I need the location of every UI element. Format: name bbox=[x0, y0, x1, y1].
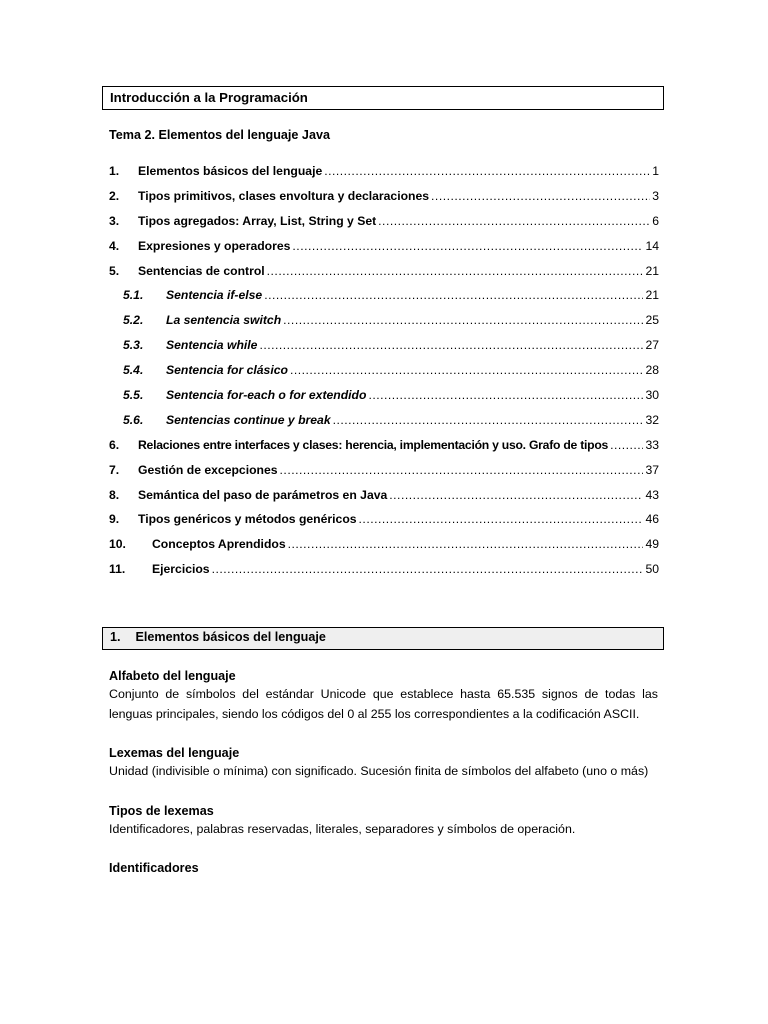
toc-entry-page: 50 bbox=[645, 562, 659, 577]
paragraph-lexemas: Unidad (indivisible o mínima) con significado. Sucesión finita de símbolos del alfabeto (uno o más) bbox=[109, 764, 649, 778]
toc-leader-dots bbox=[431, 189, 650, 203]
toc-entry-page: 6 bbox=[652, 213, 659, 228]
toc-entry-5-1[interactable] bbox=[109, 288, 659, 313]
toc-leader-dots bbox=[259, 338, 643, 352]
toc-entry-5-4[interactable] bbox=[109, 363, 659, 388]
toc-entry-label: Conceptos Aprendidos bbox=[152, 537, 286, 552]
toc-leader-dots bbox=[267, 264, 644, 278]
paragraph-alfabeto: Conjunto de símbolos del estándar Unicode que establece hasta 65.535 signos de todas las lenguas principales, siendo los códigos del 0 al 255 los correspondientes a la codificación ASCII. bbox=[109, 687, 658, 721]
heading-lexemas: Lexemas del lenguaje bbox=[109, 746, 240, 760]
toc-entry-number: 7. bbox=[109, 462, 120, 477]
toc-leader-dots bbox=[290, 363, 644, 377]
toc-entry-number: 5. bbox=[109, 263, 120, 278]
toc-entry-label: Tipos agregados: Array, List, String y Set bbox=[138, 213, 377, 228]
toc-leader-dots bbox=[378, 214, 650, 228]
toc-entry-label: Expresiones y operadores bbox=[138, 238, 291, 253]
toc-leader-dots bbox=[280, 463, 644, 477]
toc-entry-page: 21 bbox=[645, 263, 659, 278]
toc-entry-3[interactable] bbox=[109, 214, 659, 239]
toc-entry-label: Tipos primitivos, clases envoltura y declaraciones bbox=[138, 188, 430, 203]
toc-entry-label: Sentencia for-each o for extendido bbox=[166, 388, 367, 403]
toc-entry-5[interactable] bbox=[109, 264, 659, 289]
document-title: Introducción a la Programación bbox=[110, 90, 308, 105]
toc-entry-5-6[interactable] bbox=[109, 413, 659, 438]
toc-entry-page: 3 bbox=[652, 188, 659, 203]
toc-entry-number: 6. bbox=[109, 437, 120, 452]
toc-entry-page: 33 bbox=[645, 437, 659, 452]
toc-leader-dots bbox=[333, 413, 644, 427]
section-1-heading-box bbox=[102, 627, 664, 650]
toc-entry-5-2[interactable] bbox=[109, 313, 659, 338]
toc-entry-number: 1. bbox=[109, 164, 120, 178]
toc-leader-dots bbox=[389, 488, 643, 502]
heading-tipos-lexemas: Tipos de lexemas bbox=[109, 803, 214, 818]
section-1-content bbox=[109, 667, 658, 877]
toc-entry-label: Semántica del paso de parámetros en Java bbox=[138, 487, 388, 502]
toc-entry-label: Sentencia if-else bbox=[166, 288, 263, 303]
toc-entry-7[interactable] bbox=[109, 463, 659, 488]
toc-entry-page: 14 bbox=[645, 238, 659, 253]
toc-entry-page: 43 bbox=[645, 487, 659, 502]
toc-entry-number: 3. bbox=[109, 213, 120, 228]
toc-entry-label: Sentencias de control bbox=[138, 263, 265, 278]
toc-leader-dots bbox=[359, 512, 644, 526]
toc-entry-1[interactable] bbox=[109, 164, 659, 189]
heading-identificadores: Identificadores bbox=[109, 861, 199, 875]
toc-entry-page: 30 bbox=[645, 388, 659, 403]
section-1-number: 1. bbox=[110, 630, 121, 644]
toc-entry-number: 4. bbox=[109, 238, 120, 253]
toc-entry-9[interactable] bbox=[109, 512, 659, 537]
toc-entry-number: 5.2. bbox=[123, 313, 144, 328]
toc-entry-5-3[interactable] bbox=[109, 338, 659, 363]
toc-entry-number: 5.3. bbox=[123, 338, 144, 353]
toc-entry-number: 2. bbox=[109, 188, 120, 203]
toc-entry-page: 37 bbox=[645, 462, 659, 477]
toc-entry-label: Gestión de excepciones bbox=[138, 462, 278, 477]
toc-entry-page: 27 bbox=[645, 338, 659, 353]
toc-entry-label: Relaciones entre interfaces y clases: herencia, implementación y uso. Grafo de tipos bbox=[138, 437, 609, 452]
heading-alfabeto: Alfabeto del lenguaje bbox=[109, 669, 236, 683]
toc-entry-number: 9. bbox=[109, 512, 120, 527]
toc-entry-label: Sentencia for clásico bbox=[166, 363, 288, 378]
toc-entry-page: 1 bbox=[652, 164, 659, 178]
table-of-contents bbox=[109, 164, 659, 587]
toc-entry-label: Sentencia while bbox=[166, 338, 258, 353]
toc-entry-page: 46 bbox=[645, 512, 659, 527]
toc-leader-dots bbox=[288, 537, 644, 551]
toc-entry-label: Sentencias continue y break bbox=[166, 412, 331, 427]
toc-entry-number: 5.6. bbox=[123, 412, 144, 427]
toc-entry-10[interactable] bbox=[109, 537, 659, 562]
toc-entry-number: 5.4. bbox=[123, 363, 144, 378]
toc-entry-number: 11. bbox=[109, 562, 126, 577]
toc-entry-5-5[interactable] bbox=[109, 388, 659, 413]
toc-entry-11[interactable] bbox=[109, 562, 659, 587]
toc-leader-dots bbox=[368, 388, 643, 402]
toc-entry-label: Tipos genéricos y métodos genéricos bbox=[138, 512, 357, 527]
toc-entry-page: 32 bbox=[645, 412, 659, 427]
toc-leader-dots bbox=[283, 313, 643, 327]
toc-entry-page: 49 bbox=[645, 537, 659, 552]
toc-leader-dots bbox=[212, 562, 644, 576]
document-subtitle: Tema 2. Elementos del lenguaje Java bbox=[109, 128, 330, 142]
toc-entry-number: 5.5. bbox=[123, 388, 144, 403]
toc-entry-page: 28 bbox=[645, 363, 659, 378]
toc-entry-page: 25 bbox=[645, 313, 659, 328]
toc-leader-dots bbox=[264, 288, 643, 302]
toc-entry-number: 5.1. bbox=[123, 288, 144, 303]
toc-entry-6[interactable] bbox=[109, 438, 659, 463]
toc-leader-dots bbox=[292, 239, 643, 253]
toc-entry-2[interactable] bbox=[109, 189, 659, 214]
toc-entry-4[interactable] bbox=[109, 239, 659, 264]
toc-entry-8[interactable] bbox=[109, 488, 659, 513]
section-1-title: Elementos básicos del lenguaje bbox=[135, 630, 326, 644]
toc-entry-number: 10. bbox=[109, 537, 126, 552]
toc-entry-number: 8. bbox=[109, 487, 120, 502]
paragraph-tipos-lexemas: Identificadores, palabras reservadas, literales, separadores y símbolos de operación. bbox=[109, 821, 576, 836]
toc-entry-page: 21 bbox=[645, 288, 659, 303]
toc-leader-dots bbox=[324, 164, 650, 178]
toc-entry-label: La sentencia switch bbox=[166, 313, 282, 328]
toc-entry-label: Ejercicios bbox=[152, 562, 210, 577]
toc-leader-dots bbox=[610, 438, 643, 452]
document-title-box bbox=[102, 86, 664, 110]
toc-entry-label: Elementos básicos del lenguaje bbox=[138, 164, 323, 178]
